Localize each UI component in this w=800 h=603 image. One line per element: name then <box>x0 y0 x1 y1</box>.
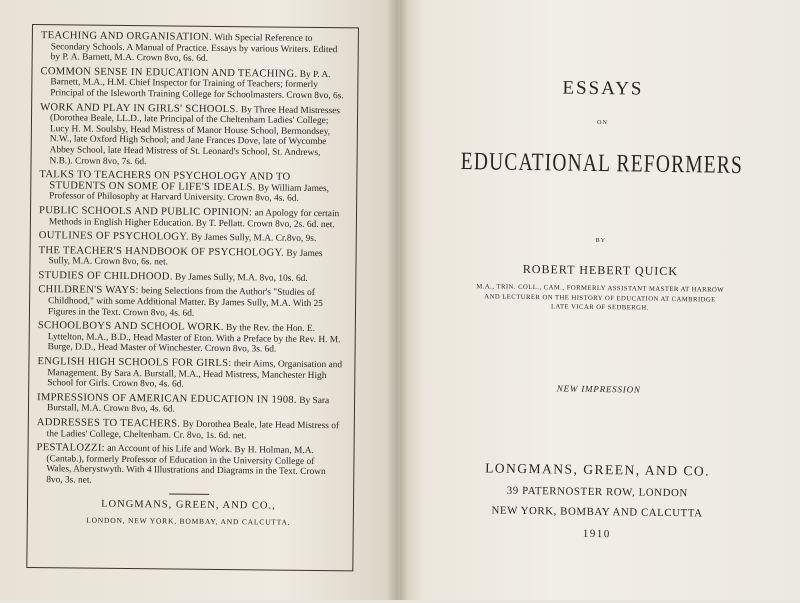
main-title: EDUCATIONAL REFORMERS <box>460 148 744 179</box>
publisher-name: LONGMANS, GREEN, AND CO. <box>485 460 711 479</box>
ad-entry: SCHOOLBOYS AND SCHOOL WORK. By the Rev. the Hon. E. Lyttelton, M.A., B.D., Head Master of Eton. With a Preface by the Rev. H. M. Burge, D.D., Head Master of Winchester. Crown 8vo, 3s. 6d. <box>37 320 341 356</box>
publication-year: 1910 <box>582 527 611 541</box>
ad-entry: ENGLISH HIGH SCHOOLS FOR GIRLS: their Aims, Organisation and Management. By Sara A. Burstall, M.A., Head Mistress, Manchester High School for Girls. Crown 8vo, 4s. 6d. <box>37 356 343 390</box>
ad-entry: CHILDREN'S WAYS: being Selections from the Author's "Studies of Childhood," with some Additional Matter. By James Sully, M.A. With 25 Figures in the Text. Crown 8vo, 4s. 6d. <box>38 284 323 319</box>
advertisement-list <box>36 31 346 529</box>
title-page <box>396 0 800 603</box>
ad-entry: PESTALOZZI: an Account of his Life and Work. By H. Holman, M.A. (Cantab.), formerly Professor of Education in the University College of Wales, Aberystwyth. With 4 Illustrations and Diagrams in the Text. Crown 8vo, 3s. net. <box>36 442 326 486</box>
ad-entry: TALKS TO TEACHERS ON PSYCHOLOGY AND TO STUDENTS ON SOME OF LIFE'S IDEALS. By William James, Professor of Philosophy at Harvard University. Crown 8vo, 4s. 6d. <box>39 169 330 205</box>
advertisement-frame <box>26 24 359 571</box>
impression-note: NEW IMPRESSION <box>556 383 641 395</box>
left-publisher: LONGMANS, GREEN, AND CO., <box>101 498 276 512</box>
ad-entry: IMPRESSIONS OF AMERICAN EDUCATION IN 1908. By Sara Burstall, M.A. Crown 8vo, 4s. 6d. <box>37 391 330 415</box>
ad-entry: OUTLINES OF PSYCHOLOGY. By James Sully, M.A. Cr.8vo, 9s. <box>38 230 317 245</box>
divider-rule <box>169 493 209 494</box>
ad-entry: TEACHING AND ORGANISATION. With Special Reference to Secondary Schools. A Manual of Practice. Essays by various Writers. Edited by P. A. Barnett, M.A. Crown 8vo, 6s. 6d. <box>40 30 338 65</box>
ad-entry: WORK AND PLAY IN GIRLS' SCHOOLS. By Three Head Mistresses (Dorothea Beale, LL.D., late Principal of the Cheltenham Ladies' College; Lucy H. M. Soulsby, Head Mistress of Manor House School, Bermondsey, N.W., late Oxford High School; and Jane Frances Dove, late of Wycombe Abbey School, late Head Mistress of St. Leonard's School, St. Andrews, N.B.). Crown 8vo, 7s. 6d. <box>40 101 341 167</box>
left-publisher-cities: LONDON, NEW YORK, BOMBAY, AND CALCUTTA. <box>86 515 291 527</box>
ad-entry: COMMON SENSE IN EDUCATION AND TEACHING. By P. A. Barnett, M.A., H.M. Chief Inspector for Training of Teachers; formerly Principal of the Isleworth Training College for Schoolmasters. Crown 8vo, 6s. <box>40 65 344 102</box>
ad-entry: PUBLIC SCHOOLS AND PUBLIC OPINION: an Apology for certain Methods in English Higher Education. By T. Pellatt. Crown 8vo, 2s. 6d. net. <box>38 204 340 230</box>
ad-entry: THE TEACHER'S HANDBOOK OF PSYCHOLOGY. By James Sully, M.A. Crown 8vo, 6s. net. <box>38 244 323 268</box>
title-on: ON <box>597 119 608 127</box>
ad-entry: STUDIES OF CHILDHOOD. By James Sully, M.A. 8vo, 10s. 6d. <box>38 269 308 284</box>
title-by: BY <box>595 237 607 245</box>
publisher-address-other: NEW YORK, BOMBAY AND CALCUTTA <box>491 504 703 520</box>
ad-entry: ADDRESSES TO TEACHERS. By Dorothea Beale, late Head Mistress of the Ladies' College, Cheltenham. Cr. 8vo, 1s. 6d. net. <box>36 417 340 441</box>
title-essays: ESSAYS <box>562 77 644 100</box>
left-page <box>0 0 400 600</box>
author-credentials: M.A., TRIN. COLL., CAM., FORMERLY ASSISTANT MASTER AT HARROW AND LECTURER ON THE HISTORY OF EDUCATION AT CAMBRIDGE LATE VICAR OF SEDBERGH. <box>476 283 725 312</box>
author-name: ROBERT HEBERT QUICK <box>522 261 679 279</box>
publisher-address-london: 39 PATERNOSTER ROW, LONDON <box>506 484 688 500</box>
